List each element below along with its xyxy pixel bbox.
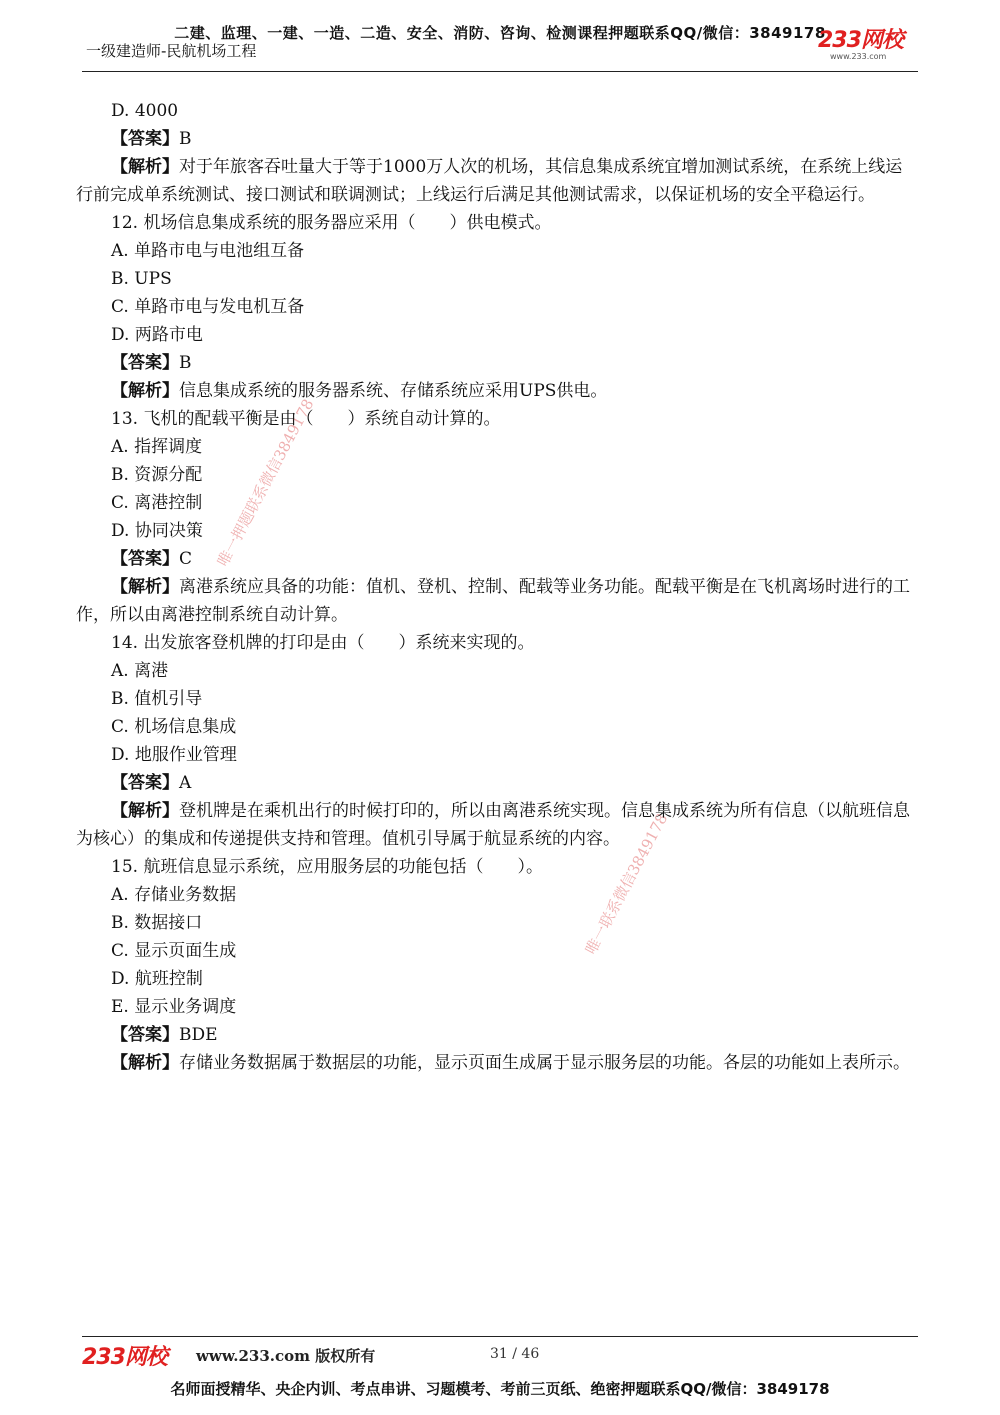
watermark: 唯一联系微信3849178 bbox=[581, 810, 672, 958]
option-text: C. 显示页面生成 bbox=[111, 941, 237, 961]
option-line bbox=[76, 909, 916, 937]
option-text: A. 离港 bbox=[111, 661, 169, 681]
answer-tag: 【答案】 bbox=[111, 1025, 179, 1045]
header-divider bbox=[82, 71, 918, 72]
analysis-tag: 【解析】 bbox=[111, 1053, 179, 1073]
logo-brand-text: 233网校 bbox=[818, 28, 903, 53]
answer-text: BDE bbox=[179, 1025, 218, 1045]
analysis-text: 存储业务数据属于数据层的功能，显示页面生成属于显示服务层的功能。各层的功能如上表所示。 bbox=[179, 1053, 910, 1073]
option-line bbox=[76, 685, 916, 713]
answer-line bbox=[76, 1021, 916, 1049]
option-line bbox=[76, 741, 916, 769]
option-text: A. 存储业务数据 bbox=[111, 885, 237, 905]
option-text: B. 值机引导 bbox=[111, 689, 203, 709]
option-text: C. 机场信息集成 bbox=[111, 717, 237, 737]
analysis-tag: 【解析】 bbox=[111, 157, 179, 177]
option-text: D. 航班控制 bbox=[111, 969, 203, 989]
option-line bbox=[76, 433, 916, 461]
footer-copyright: www.233.com 版权所有 bbox=[196, 1347, 376, 1365]
logo-site-text: www.233.com bbox=[830, 52, 887, 61]
footer-divider bbox=[82, 1336, 918, 1337]
answer-tag: 【答案】 bbox=[111, 353, 179, 373]
analysis-tag: 【解析】 bbox=[111, 801, 179, 821]
answer-text: B bbox=[179, 353, 192, 373]
analysis-tag: 【解析】 bbox=[111, 381, 179, 401]
question-text: 13. 飞机的配载平衡是由（ ）系统自动计算的。 bbox=[111, 409, 501, 429]
answer-line bbox=[76, 769, 916, 797]
watermark: 唯一押题联系微信3849178 bbox=[213, 395, 318, 570]
answer-text: B bbox=[179, 129, 192, 149]
option-text: A. 指挥调度 bbox=[111, 437, 203, 457]
option-text: C. 单路市电与发电机互备 bbox=[111, 297, 305, 317]
header-banner: 二建、监理、一建、一造、二造、安全、消防、咨询、检测课程押题联系QQ/微信：3849178 bbox=[174, 24, 826, 42]
question-line bbox=[76, 209, 916, 237]
option-line bbox=[76, 657, 916, 685]
analysis-line bbox=[76, 797, 916, 853]
answer-line bbox=[76, 349, 916, 377]
question-content bbox=[76, 97, 916, 1077]
page-number: 31 / 46 bbox=[490, 1346, 540, 1362]
option-text: B. 数据接口 bbox=[111, 913, 203, 933]
option-line bbox=[76, 97, 916, 125]
analysis-text: 离港系统应具备的功能：值机、登机、控制、配载等业务功能。配载平衡是在飞机离场时进行的工作，所以由离港控制系统自动计算。 bbox=[76, 577, 910, 625]
analysis-line bbox=[76, 377, 916, 405]
option-text: A. 单路市电与电池组互备 bbox=[111, 241, 305, 261]
analysis-text: 信息集成系统的服务器系统、存储系统应采用UPS供电。 bbox=[179, 381, 608, 401]
option-text: D. 协同决策 bbox=[111, 521, 203, 541]
analysis-line bbox=[76, 573, 916, 629]
option-line bbox=[76, 265, 916, 293]
analysis-tag: 【解析】 bbox=[111, 577, 179, 597]
question-text: 15. 航班信息显示系统，应用服务层的功能包括（ ）。 bbox=[111, 857, 543, 877]
option-line bbox=[76, 489, 916, 517]
answer-tag: 【答案】 bbox=[111, 773, 179, 793]
answer-line bbox=[76, 545, 916, 573]
option-line bbox=[76, 993, 916, 1021]
option-text: E. 显示业务调度 bbox=[111, 997, 237, 1017]
option-line bbox=[76, 293, 916, 321]
answer-tag: 【答案】 bbox=[111, 129, 179, 149]
question-line bbox=[76, 853, 916, 881]
analysis-text: 登机牌是在乘机出行的时候打印的，所以由离港系统实现。信息集成系统为所有信息（以航班信息为核心）的集成和传递提供支持和管理。值机引导属于航显系统的内容。 bbox=[76, 801, 910, 849]
header-logo bbox=[818, 30, 928, 64]
question-line bbox=[76, 405, 916, 433]
option-line bbox=[76, 237, 916, 265]
analysis-text: 对于年旅客吞吐量大于等于1000万人次的机场，其信息集成系统宜增加测试系统，在系统上线运行前完成单系统测试、接口测试和联调测试；上线运行后满足其他测试需求，以保证机场的安全平稳运行。 bbox=[76, 157, 903, 205]
option-text: C. 离港控制 bbox=[111, 493, 203, 513]
answer-tag: 【答案】 bbox=[111, 549, 179, 569]
analysis-line bbox=[76, 1049, 916, 1077]
option-text: D. 两路市电 bbox=[111, 325, 203, 345]
answer-text: A bbox=[179, 773, 192, 793]
option-text: B. UPS bbox=[111, 269, 172, 289]
option-line bbox=[76, 321, 916, 349]
option-line bbox=[76, 965, 916, 993]
option-line bbox=[76, 937, 916, 965]
option-line bbox=[76, 517, 916, 545]
option-line bbox=[76, 461, 916, 489]
answer-text: C bbox=[179, 549, 193, 569]
question-line bbox=[76, 629, 916, 657]
footer-logo: 233网校 bbox=[82, 1345, 167, 1370]
option-line bbox=[76, 713, 916, 741]
option-line bbox=[76, 881, 916, 909]
footer-banner: 名师面授精华、央企内训、考点串讲、习题模考、考前三页纸、绝密押题联系QQ/微信：3849178 bbox=[170, 1380, 830, 1398]
option-text: B. 资源分配 bbox=[111, 465, 203, 485]
document-subtitle: 一级建造师-民航机场工程 bbox=[86, 42, 257, 60]
option-text: D. 地服作业管理 bbox=[111, 745, 237, 765]
option-text: D. 4000 bbox=[111, 101, 179, 121]
answer-line bbox=[76, 125, 916, 153]
question-text: 12. 机场信息集成系统的服务器应采用（ ）供电模式。 bbox=[111, 213, 552, 233]
analysis-line bbox=[76, 153, 916, 209]
question-text: 14. 出发旅客登机牌的打印是由（ ）系统来实现的。 bbox=[111, 633, 535, 653]
